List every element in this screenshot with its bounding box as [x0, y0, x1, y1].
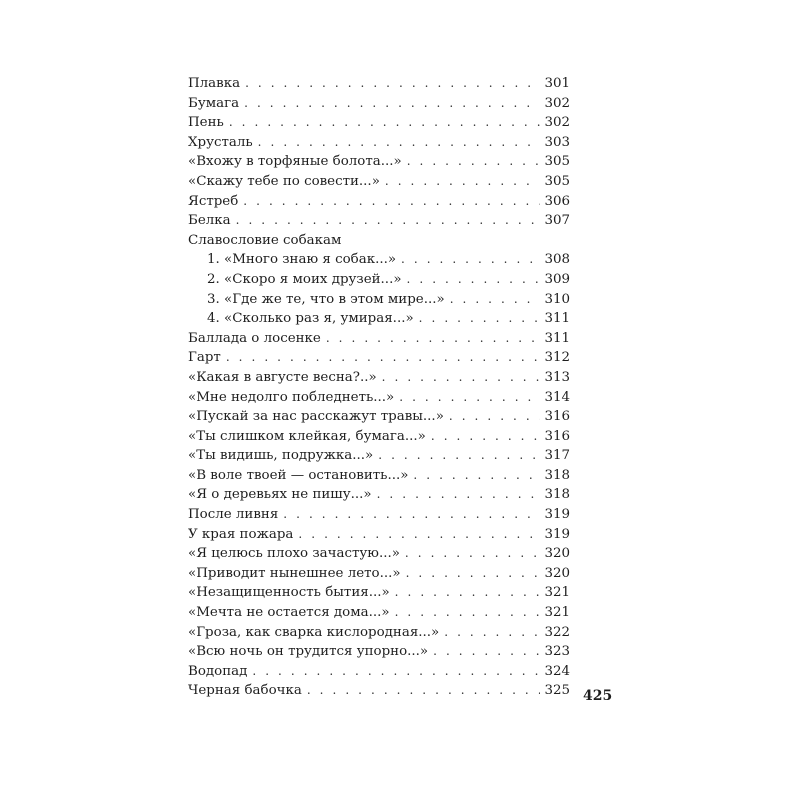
toc-entry: [188, 309, 570, 329]
dot-leader: [450, 290, 541, 310]
dot-leader: [245, 74, 540, 94]
dot-leader: [252, 662, 540, 682]
dot-leader: [326, 329, 541, 349]
dot-leader: [407, 270, 541, 290]
toc-entry: [188, 211, 570, 231]
toc-entry-title: Ястреб: [188, 193, 239, 209]
dot-leader: [229, 113, 541, 133]
dot-leader: [395, 583, 541, 603]
toc-entry-title: «Скажу тебе по совести...»: [188, 173, 380, 189]
toc-entry: [188, 446, 570, 466]
toc-entry-page: 311: [544, 330, 570, 346]
toc-entry-page: 321: [544, 585, 570, 601]
table-of-contents: [188, 74, 570, 701]
dot-leader: [226, 348, 541, 368]
toc-entry: [188, 368, 570, 388]
toc-entry-page: 314: [544, 389, 570, 405]
dot-leader: [382, 368, 541, 388]
toc-entry-title: «Я целюсь плохо зачастую...»: [188, 546, 400, 562]
toc-entry-title: «Я о деревьях не пишу...»: [188, 487, 372, 503]
toc-entry-title: Бумага: [188, 95, 240, 111]
toc-entry: [188, 329, 570, 349]
dot-leader: [395, 603, 541, 623]
toc-entry-page: 320: [544, 565, 570, 581]
dot-leader: [449, 407, 541, 427]
toc-entry-page: 313: [544, 369, 570, 385]
toc-entry-page: 312: [544, 350, 570, 366]
dot-leader: [444, 623, 540, 643]
toc-entry-title: Пень: [188, 115, 224, 131]
toc-entry-page: 305: [544, 173, 570, 189]
dot-leader: [419, 309, 541, 329]
toc-entry-page: 318: [544, 487, 570, 503]
toc-entry-page: 311: [544, 311, 570, 327]
toc-entry-title: Баллада о лосенке: [188, 330, 321, 346]
toc-entry-title: «Мне недолго побледнеть...»: [188, 389, 395, 405]
toc-entry: [188, 505, 570, 525]
dot-leader: [385, 172, 541, 192]
toc-entry-title: 3. «Где же те, что в этом мире...»: [207, 291, 445, 307]
dot-leader: [236, 211, 541, 231]
toc-entry-title: У края пожара: [188, 526, 294, 542]
toc-entry-page: 322: [544, 624, 570, 640]
toc-entry: [188, 388, 570, 408]
toc-entry: [188, 270, 570, 290]
toc-entry-page: 309: [544, 271, 570, 287]
toc-entry-page: 321: [544, 605, 570, 621]
toc-entry: [188, 250, 570, 270]
toc-entry-title: 1. «Много знаю я собак...»: [207, 252, 397, 268]
toc-entry-title: Хрусталь: [188, 134, 253, 150]
dot-leader: [413, 466, 540, 486]
toc-entry-title: «Мечта не остается дома...»: [188, 605, 390, 621]
toc-entry-title: «Вхожу в торфяные болота...»: [188, 154, 402, 170]
toc-entry-title: «Какая в августе весна?..»: [188, 369, 377, 385]
toc-entry-title: Славословие собакам: [188, 232, 342, 248]
toc-entry: [188, 642, 570, 662]
toc-entry-title: «Пускай за нас расскажут травы...»: [188, 409, 444, 425]
dot-leader: [405, 544, 541, 564]
toc-entry-page: 325: [544, 683, 570, 699]
toc-entry: [188, 192, 570, 212]
toc-entry: [188, 427, 570, 447]
toc-entry-page: 318: [544, 467, 570, 483]
dot-leader: [431, 427, 541, 447]
dot-leader: [406, 564, 541, 584]
toc-entry-title: После ливня: [188, 507, 279, 523]
dot-leader: [258, 133, 541, 153]
toc-entry: [188, 231, 570, 251]
dot-leader: [243, 192, 540, 212]
toc-entry-title: Черная бабочка: [188, 683, 302, 699]
toc-entry-page: 303: [544, 134, 570, 150]
toc-entry: [188, 113, 570, 133]
dot-leader: [401, 250, 540, 270]
toc-entry-page: 307: [544, 213, 570, 229]
dot-leader: [244, 94, 540, 114]
dot-leader: [283, 505, 540, 525]
toc-entry-page: 302: [544, 95, 570, 111]
toc-entry-page: 316: [544, 409, 570, 425]
dot-leader: [378, 446, 540, 466]
toc-entry-page: 324: [544, 663, 570, 679]
dot-leader: [433, 642, 540, 662]
dot-leader: [399, 388, 540, 408]
toc-entry-title: «Всю ночь он трудится упорно...»: [188, 644, 429, 660]
toc-entry-page: 323: [544, 644, 570, 660]
toc-entry-title: 2. «Скоро я моих друзей...»: [207, 271, 402, 287]
toc-entry: [188, 74, 570, 94]
toc-entry: [188, 348, 570, 368]
toc-entry: [188, 290, 570, 310]
toc-entry: [188, 133, 570, 153]
toc-entry-page: 319: [544, 507, 570, 523]
toc-entry-page: 317: [544, 448, 570, 464]
toc-entry-title: «В воле твоей — остановить...»: [188, 467, 409, 483]
toc-entry-title: «Приводит нынешнее лето...»: [188, 565, 401, 581]
toc-entry-title: «Ты слишком клейкая, бумага...»: [188, 428, 426, 444]
toc-entry-title: «Ты видишь, подружка...»: [188, 448, 374, 464]
dot-leader: [307, 681, 541, 701]
toc-entry: [188, 172, 570, 192]
toc-entry-page: 302: [544, 115, 570, 131]
toc-entry-page: 308: [544, 252, 570, 268]
toc-entry-title: «Гроза, как сварка кислородная...»: [188, 624, 440, 640]
toc-entry: [188, 583, 570, 603]
toc-entry-title: 4. «Сколько раз я, умирая...»: [207, 311, 414, 327]
toc-entry-title: Водопад: [188, 663, 248, 679]
page-number: 425: [583, 688, 613, 704]
toc-entry: [188, 525, 570, 545]
toc-entry: [188, 152, 570, 172]
toc-entry-title: «Незащищенность бытия...»: [188, 585, 390, 601]
dot-leader: [377, 485, 541, 505]
toc-entry: [188, 407, 570, 427]
toc-entry: [188, 94, 570, 114]
toc-entry-title: Плавка: [188, 76, 241, 91]
dot-leader: [407, 152, 541, 172]
toc-entry: [188, 544, 570, 564]
toc-entry: [188, 662, 570, 682]
toc-entry-page: 320: [544, 546, 570, 562]
dot-leader: [298, 525, 540, 545]
toc-entry-title: Гарт: [188, 350, 221, 366]
toc-entry: [188, 466, 570, 486]
toc-entry-page: 310: [544, 291, 570, 307]
toc-entry: [188, 681, 570, 701]
toc-entry-page: 306: [544, 193, 570, 209]
toc-entry: [188, 603, 570, 623]
toc-entry-page: 305: [544, 154, 570, 170]
toc-entry: [188, 485, 570, 505]
toc-entry-page: 301: [544, 76, 570, 91]
toc-entry: [188, 623, 570, 643]
toc-entry-page: 316: [544, 428, 570, 444]
toc-entry-page: 319: [544, 526, 570, 542]
toc-entry-title: Белка: [188, 213, 231, 229]
toc-entry: [188, 564, 570, 584]
